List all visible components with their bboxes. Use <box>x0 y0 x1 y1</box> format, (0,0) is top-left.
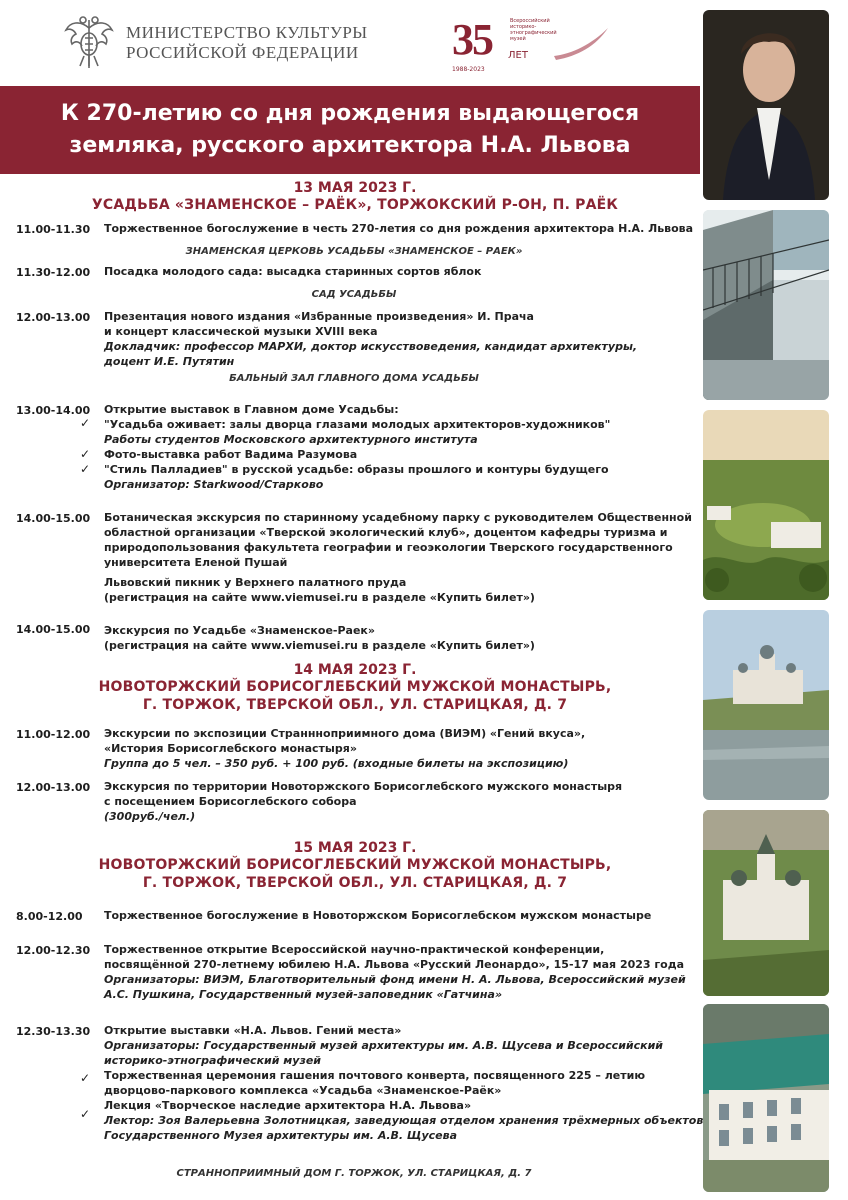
museum-name-small: Всероссийский историко-этнографический музей <box>510 18 557 42</box>
checkmark-icon: ✓ <box>80 1107 91 1121</box>
photo-monastery-aerial <box>703 810 829 996</box>
event-description: Торжественное богослужение в Новоторжском Борисоглебском мужском монастыре <box>104 909 652 922</box>
checkmark-icon: ✓ <box>80 462 91 476</box>
ministry-name-line1: МИНИСТЕРСТВО КУЛЬТУРЫ <box>126 23 368 42</box>
photo-balcony <box>703 210 829 400</box>
event-time: 14.00-15.00 <box>16 512 91 525</box>
checkmark-icon: ✓ <box>80 1071 91 1085</box>
checkmark-icon: ✓ <box>80 447 91 461</box>
portrait-photo <box>703 10 829 200</box>
event-time: 11.30-12.00 <box>16 266 91 279</box>
ribbon-swoosh-icon <box>552 26 610 62</box>
checkmark-icon: ✓ <box>80 416 91 430</box>
event-venue: ЗНАМЕНСКАЯ ЦЕРКОВЬ УСАДЬБЫ «ЗНАМЕНСКОЕ – РАЕК» <box>185 246 523 257</box>
event-description: Посадка молодого сада: высадка старинных сортов яблок <box>104 265 482 278</box>
day2-heading <box>30 662 680 714</box>
day3-place-line1: НОВОТОРЖСКИЙ БОРИСОГЛЕБСКИЙ МУЖСКОЙ МОНАСТЫРЬ, <box>98 857 612 873</box>
event-description: Ботаническая экскурсия по старинному усадебному парку с руководителем Общественной областной организации «Тверской экологический клуб», доцентом кафедры туризма и природопользования факультета географии и геоэкологии Тверского государственного университета Еленой Пушай <box>104 511 692 569</box>
day1-date: 13 МАЯ 2023 Г. <box>293 180 417 196</box>
event-description: Экскурсия по Усадьбе «Знаменское-Раек» (регистрация на сайте www.viemusei.ru в разделе «Купить билет») <box>104 624 535 652</box>
photo-green-roof-building <box>703 1004 829 1192</box>
title-line-1: К 270-летию со дня рождения выдающегося <box>60 101 640 126</box>
event-description: Торжественное богослужение в честь 270-летия со дня рождения архитектора Н.А. Львова <box>104 222 694 235</box>
photo-estate-aerial <box>703 410 829 600</box>
day1-place: УСАДЬБА «ЗНАМЕНСКОЕ – РАЁК», ТОРЖОКСКИЙ Р-ОН, П. РАЁК <box>91 197 619 213</box>
event-time: 14.00-15.00 <box>16 623 91 636</box>
day3-heading <box>30 840 680 892</box>
event-description: Открытие выставок в Главном доме Усадьбы: "Усадьба оживает: залы дворца глазами молодых архитекторов-художников" Работы студентов Московского архитектурного института Фото-выставка работ Вадима Разумова "Стиль Палладиев" в русской усадьбе: образы прошлого и контуры будущего Организатор: Starkwood/Старково <box>104 403 611 491</box>
event-time: 13.00-14.00 <box>16 404 91 417</box>
event-description: Торжественное открытие Всероссийской научно-практической конференции, посвящённой 270-летнему юбилею Н.А. Львова «Русский Леонардо», 15-17 мая 2023 года Организаторы: ВИЭМ, Благотворительный фонд имени Н. А. Львова, Всероссийский музей А.С. Пушкина, Государственный музей-заповедник «Гатчина» <box>104 943 686 1001</box>
day2-place-line1: НОВОТОРЖСКИЙ БОРИСОГЛЕБСКИЙ МУЖСКОЙ МОНАСТЫРЬ, <box>98 679 612 695</box>
anniversary-years-word: ЛЕТ <box>508 50 528 61</box>
event-time: 8.00-12.00 <box>16 910 83 923</box>
event-time: 12.30-13.30 <box>16 1025 91 1038</box>
event-description: Презентация нового издания «Избранные произведения» И. Прача и концерт классической музыки XVIII века Докладчик: профессор МАРХИ, доктор искусствоведения, кандидат архитектуры, доцент И.Е. Путятин <box>104 310 638 368</box>
event-venue: БАЛЬНЫЙ ЗАЛ ГЛАВНОГО ДОМА УСАДЬБЫ <box>229 373 479 384</box>
event-venue: САД УСАДЬБЫ <box>311 289 397 300</box>
event-time: 11.00-11.30 <box>16 223 91 236</box>
page-title <box>0 98 700 162</box>
event-description: Экскурсии по экспозиции Страннноприимного дома (ВИЭМ) «Гений вкуса», «История Борисоглебского монастыря» Группа до 5 чел. – 350 руб. + 100 руб. (входные билеты на экспозицию) <box>104 727 586 770</box>
day2-place-line2: Г. ТОРЖОК, ТВЕРСКОЙ ОБЛ., УЛ. СТАРИЦКАЯ, Д. 7 <box>142 697 568 713</box>
museum-35-logo <box>452 16 612 74</box>
coat-of-arms-icon <box>62 14 116 72</box>
event-time: 12.00-12.30 <box>16 944 91 957</box>
event-venue: СТРАННОПРИИМНЫЙ ДОМ Г. ТОРЖОК, УЛ. СТАРИЦКАЯ, Д. 7 <box>176 1168 532 1179</box>
ministry-name-line2: РОССИЙСКОЙ ФЕДЕРАЦИИ <box>126 43 359 62</box>
day3-date: 15 МАЯ 2023 Г. <box>293 840 417 856</box>
ministry-logo <box>62 14 368 72</box>
anniversary-years: 1988-2023 <box>452 66 485 73</box>
day2-date: 14 МАЯ 2023 Г. <box>293 662 417 678</box>
day1-heading <box>30 180 680 214</box>
anniversary-number: 35 <box>452 15 492 64</box>
event-time: 12.00-13.00 <box>16 781 91 794</box>
day3-place-line2: Г. ТОРЖОК, ТВЕРСКОЙ ОБЛ., УЛ. СТАРИЦКАЯ, Д. 7 <box>142 875 568 891</box>
event-time: 12.00-13.00 <box>16 311 91 324</box>
event-description: Открытие выставки «Н.А. Львов. Гений места» Организаторы: Государственный музей архитектуры им. А.В. Щусева и Всероссийский историко-этнографический музей Торжественная церемония гашения почтового конверта, посвященного 225 – летию дворцово-паркового комплекса «Усадьба «Знаменское-Раёк» Лекция «Творческое наследие архитектора Н.А. Львова» Лектор: Зоя Валерьевна Золотницкая, заведующая отделом хранения трёхмерных объектов Государственного Музея архитектуры им. А.В. Щусева <box>104 1024 704 1142</box>
title-line-2: земляка, русского архитектора Н.А. Львова <box>69 133 631 158</box>
event-description: Экскурсия по территории Новоторжского Борисоглебского мужского монастыря с посещением Борисоглебского собора (300руб./чел.) <box>104 780 623 823</box>
event-time: 11.00-12.00 <box>16 728 91 741</box>
photo-monastery-river <box>703 610 829 800</box>
event-description: Львовский пикник у Верхнего палатного пруда (регистрация на сайте www.viemusei.ru в разделе «Купить билет») <box>104 576 535 604</box>
